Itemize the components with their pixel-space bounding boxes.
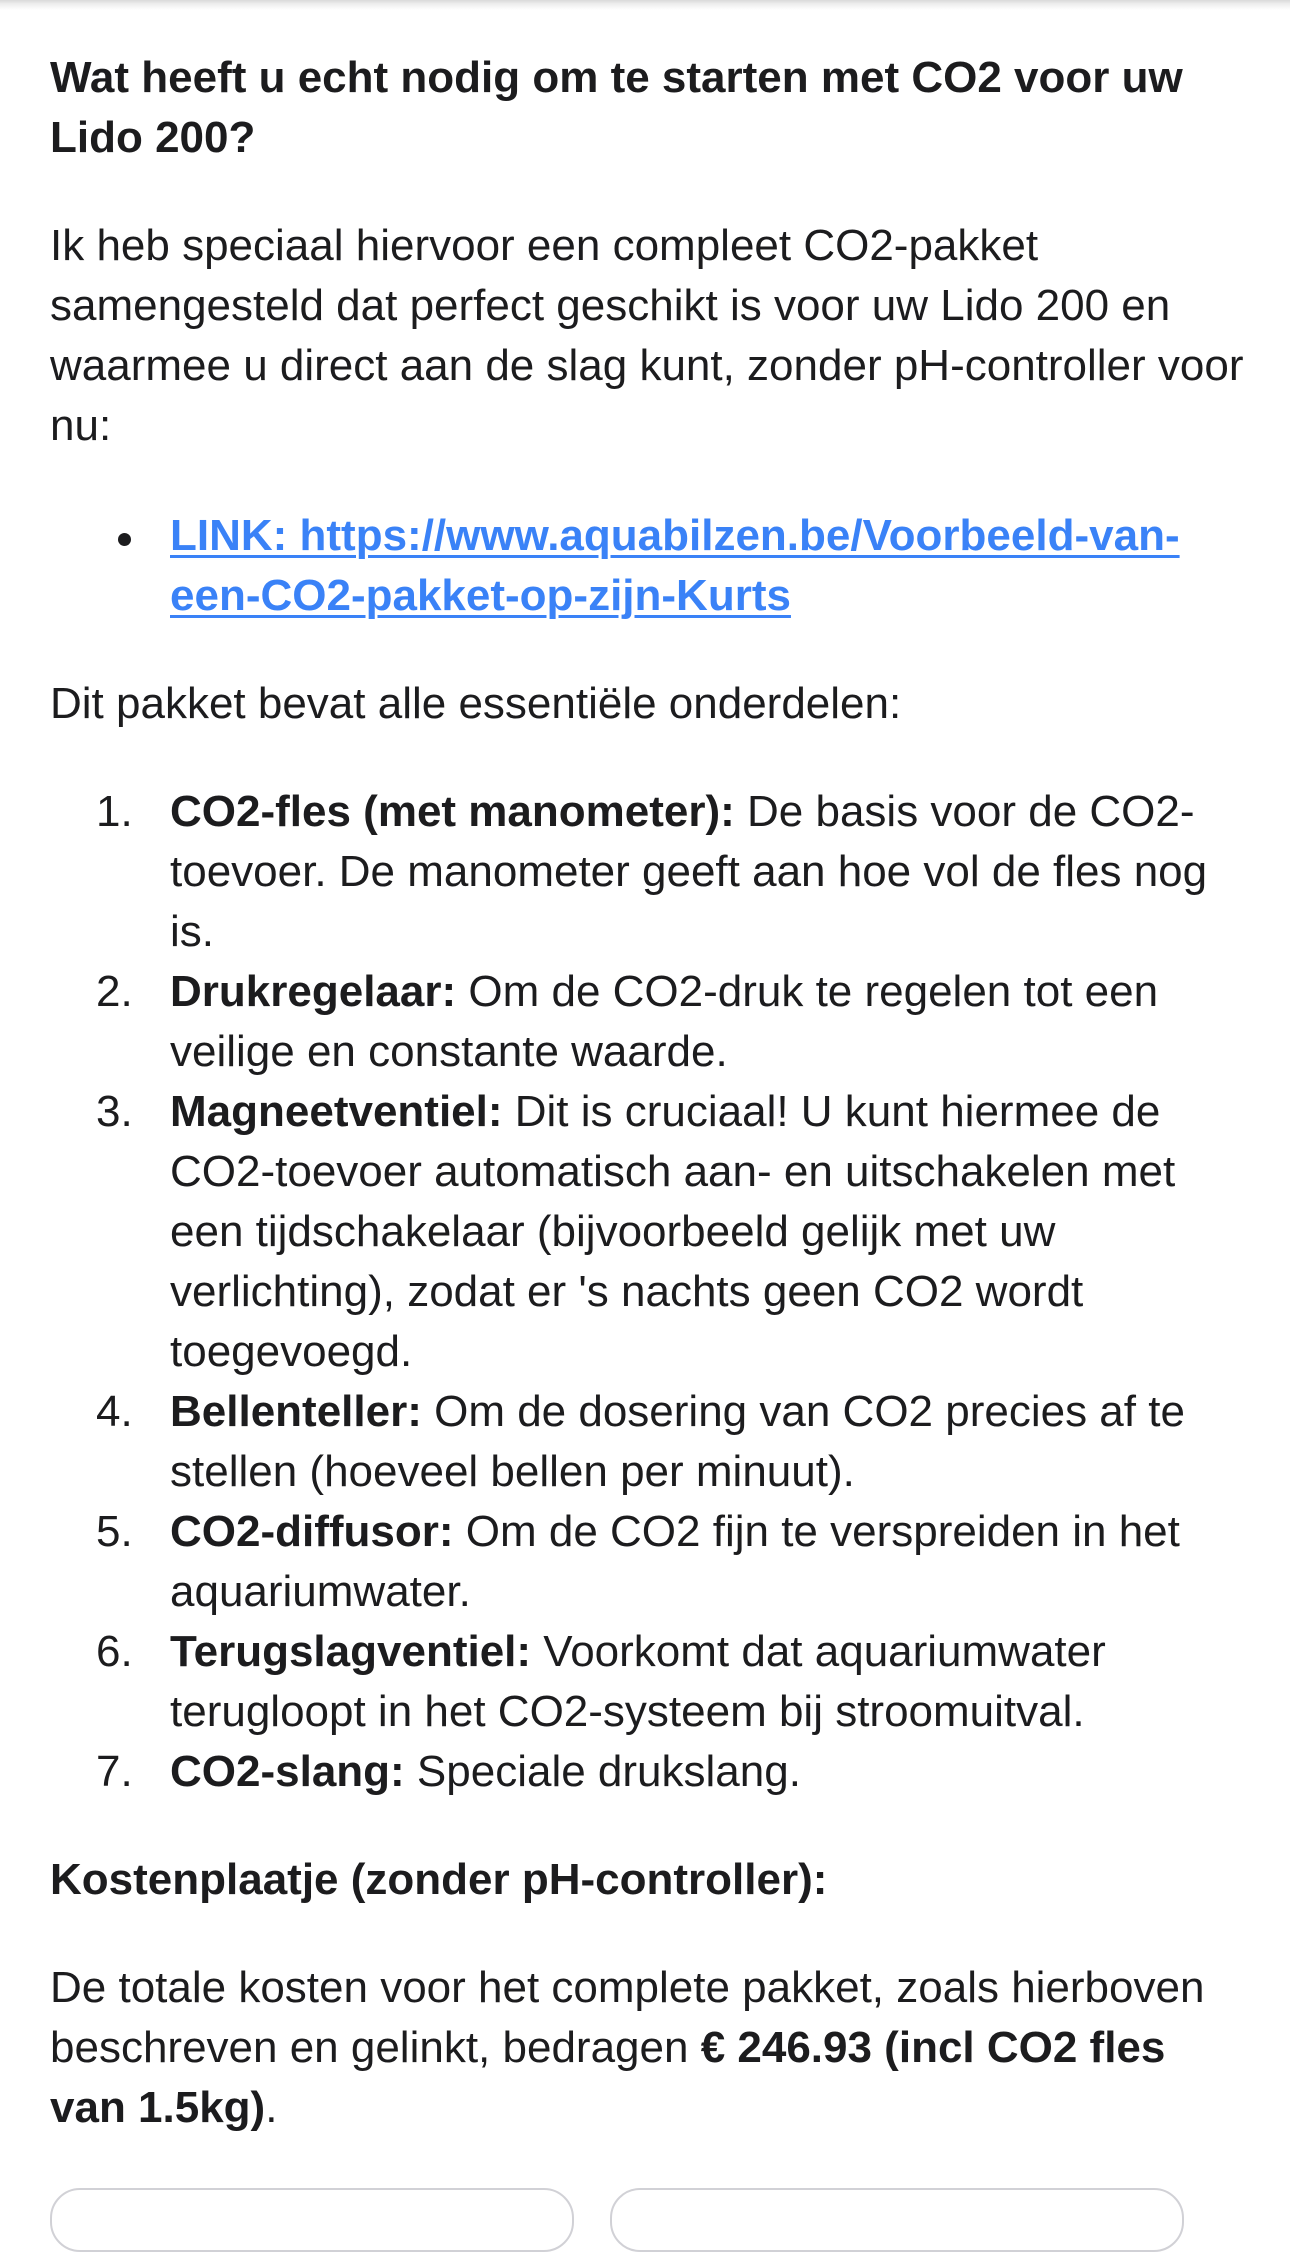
list-item [50, 1082, 1250, 1382]
item-number: 1. [96, 787, 133, 836]
item-title: Magneetventiel: [170, 1087, 503, 1136]
contents-intro-paragraph: Dit pakket bevat alle essentiële onderdelen: [50, 679, 902, 728]
cost-heading: Kostenplaatje (zonder pH-controller): [50, 1855, 828, 1904]
item-number: 7. [96, 1747, 133, 1796]
list-item [50, 1382, 1250, 1502]
item-description: Om de CO2 fijn te verspreiden in het aquariumwater. [170, 1507, 1180, 1616]
list-item [50, 962, 1250, 1082]
item-number: 3. [96, 1087, 133, 1136]
bullet-dot [118, 533, 131, 546]
total-cost-paragraph [50, 1958, 1250, 2138]
total-end: . [265, 2083, 278, 2132]
intro-paragraph: Ik heb speciaal hiervoor een compleet CO2-pakket samengesteld dat perfect geschikt is voor uw Lido 200 en waarmee u direct aan de slag kunt, zonder pH-controller voor nu: [50, 221, 1244, 450]
list-item [50, 1502, 1250, 1622]
product-link[interactable]: LINK: https://www.aquabilzen.be/Voorbeeld-van-een-CO2-pakket-op-zijn-Kurts [170, 511, 1180, 620]
total-amount: € 246.93 (incl CO2 fles van 1.5kg) [50, 2023, 1166, 2132]
item-number: 5. [96, 1507, 133, 1556]
item-title: CO2-slang: [170, 1747, 405, 1796]
list-item [50, 506, 1250, 626]
item-description: Dit is cruciaal! U kunt hiermee de CO2-toevoer automatisch aan- en uitschakelen met een tijdschakelaar (bijvoorbeeld gelijk met uw verlichting), zodat er 's nachts geen CO2 wordt toegevoegd. [170, 1087, 1176, 1376]
top-edge-shadow [0, 0, 1290, 10]
item-title: CO2-diffusor: [170, 1507, 454, 1556]
item-description: Om de CO2-druk te regelen tot een veilige en constante waarde. [170, 967, 1159, 1076]
suggestion-chips [50, 2188, 1240, 2228]
section-heading: Wat heeft u echt nodig om te starten met CO2 voor uw Lido 200? [50, 53, 1183, 162]
list-item [50, 782, 1250, 962]
link-list [50, 506, 1250, 626]
item-title: Bellenteller: [170, 1387, 422, 1436]
item-title: Drukregelaar: [170, 967, 457, 1016]
item-description: Om de dosering van CO2 precies af te stellen (hoeveel bellen per minuut). [170, 1387, 1185, 1496]
parts-list [50, 782, 1250, 1802]
list-item [50, 1622, 1250, 1742]
item-description: Voorkomt dat aquariumwater terugloopt in het CO2-systeem bij stroomuitval. [170, 1627, 1106, 1736]
item-description: Speciale drukslang. [404, 1747, 801, 1796]
item-number: 2. [96, 967, 133, 1016]
chat-message-content [50, 48, 1250, 2138]
total-text: De totale kosten voor het complete pakket, zoals hierboven beschreven en gelinkt, bedragen [50, 1963, 1205, 2072]
item-title: CO2-fles (met manometer): [170, 787, 735, 836]
item-number: 6. [96, 1627, 133, 1676]
suggestion-chip[interactable] [50, 2188, 574, 2252]
item-number: 4. [96, 1387, 133, 1436]
suggestion-chip[interactable] [610, 2188, 1184, 2252]
list-item [50, 1742, 1250, 1802]
item-description: De basis voor de CO2-toevoer. De manometer geeft aan hoe vol de fles nog is. [170, 787, 1208, 956]
item-title: Terugslagventiel: [170, 1627, 532, 1676]
